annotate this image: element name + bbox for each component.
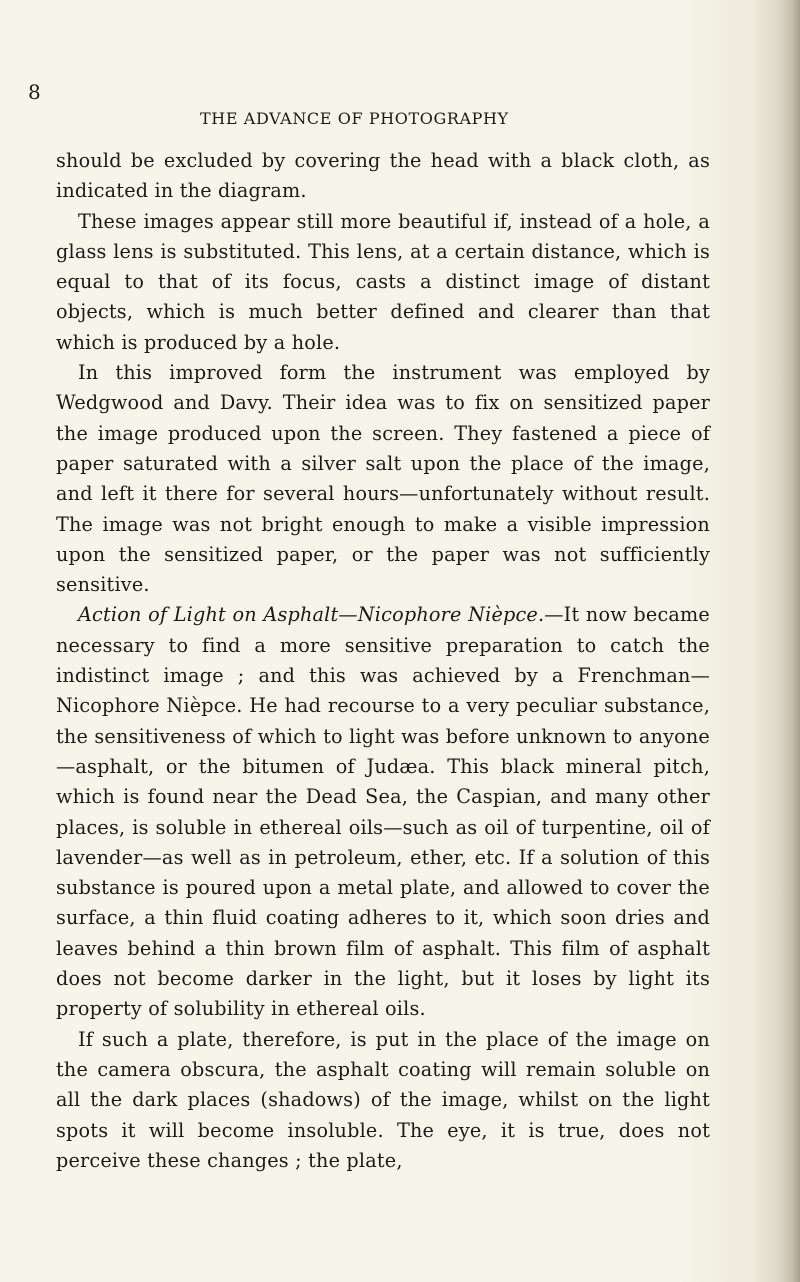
section-heading-italic: Action of Light on Asphalt—Nicophore Nièpce. (78, 603, 545, 627)
body-text (56, 146, 710, 1176)
paragraph-text: These images appear still more beautiful if, instead of a hole, a glass lens is substituted. This lens, at a certain distance, which is equal to that of its focus, casts a distinct image of distant objects, which is much better defined and clearer than that which is produced by a hole. (56, 209, 710, 354)
paragraph (56, 600, 710, 1024)
paragraph-text: —It now became necessary to find a more sensitive preparation to catch the indistinct image ; and this was achieved by a Frenchman—Nicophore Nièpce. He had recourse to a very peculiar substance, the sensitiveness of which to light was before unknown to anyone—asphalt, or the bitumen of Judæa. This black mineral pitch, which is found near the Dead Sea, the Caspian, and many other places, is soluble in ethereal oils—such as oil of turpentine, oil of lavender—as well as in petroleum, ether, etc. If a solution of this substance is poured upon a metal plate, and allowed to cover the surface, a thin fluid coating adheres to it, which soon dries and leaves behind a thin brown film of asphalt. This film of asphalt does not become darker in the light, but it loses by light its property of solubility in ethereal oils. (56, 603, 710, 1021)
paragraph-text: should be excluded by covering the head with a black cloth, as indicated in the diagram. (56, 149, 710, 203)
paragraph (56, 1025, 710, 1176)
page-number: 8 (28, 80, 41, 104)
paragraph (56, 358, 710, 600)
paragraph-text: If such a plate, therefore, is put in the place of the image on the camera obscura, the asphalt coating will remain soluble on all the dark places (shadows) of the image, whilst on the light spots it will become insoluble. The eye, it is true, does not perceive these changes ; the plate, (56, 1027, 710, 1172)
running-title: THE ADVANCE OF PHOTOGRAPHY (200, 109, 509, 128)
paragraph-text: In this improved form the instrument was employed by Wedgwood and Davy. Their idea was to fix on sensitized paper the image produced upon the screen. They fastened a piece of paper saturated with a silver salt upon the place of the image, and left it there for several hours—unfortunately without result. The image was not bright enough to make a visible impression upon the sensitized paper, or the paper was not sufficiently sensitive. (56, 361, 710, 597)
paragraph (56, 146, 710, 207)
paragraph (56, 207, 710, 358)
page-edge-shadow (778, 0, 800, 1282)
